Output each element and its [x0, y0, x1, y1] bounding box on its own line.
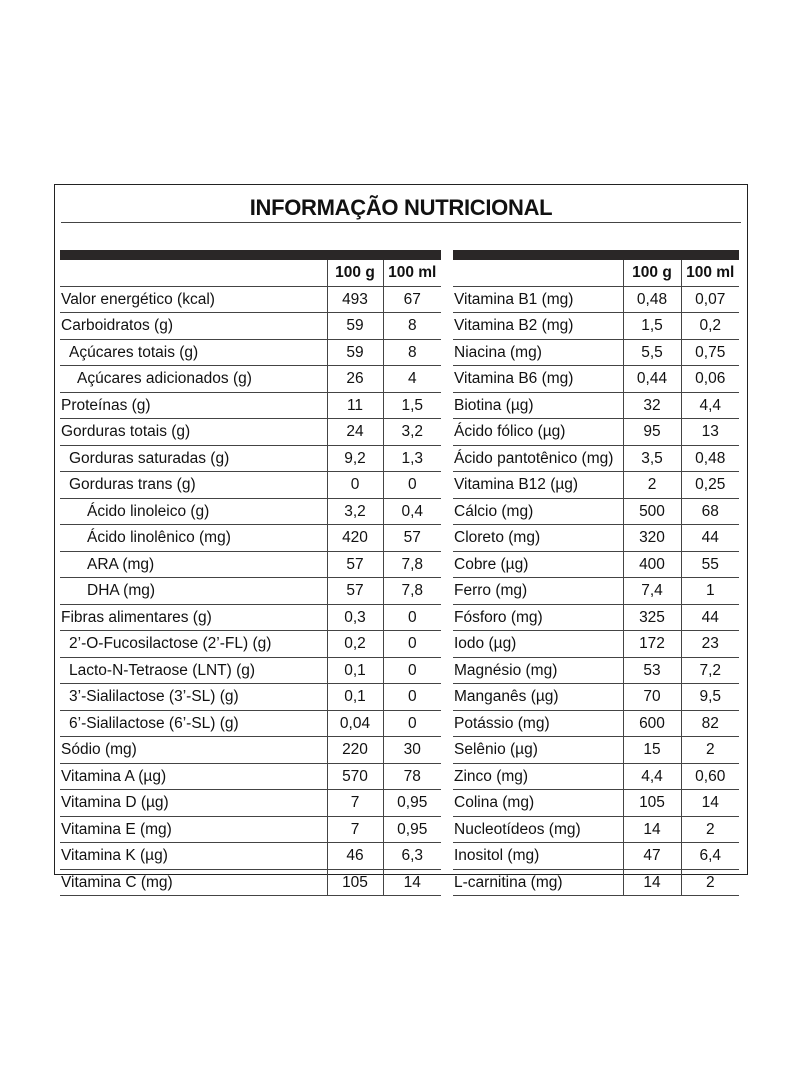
nutrient-name: Selênio (µg): [453, 737, 623, 764]
value-100ml: 14: [383, 869, 441, 896]
value-100ml: 57: [383, 525, 441, 552]
table-row: [60, 313, 441, 340]
value-100g: 420: [327, 525, 383, 552]
value-100ml: 1,5: [383, 392, 441, 419]
nutrient-name: Vitamina A (µg): [60, 763, 327, 790]
value-100ml: 14: [681, 790, 739, 817]
right-rows: [453, 286, 739, 896]
nutrient-name: Carboidratos (g): [60, 313, 327, 340]
nutrient-name: Sódio (mg): [60, 737, 327, 764]
value-100g: 0,1: [327, 684, 383, 711]
value-100g: 57: [327, 551, 383, 578]
value-100ml: 0,25: [681, 472, 739, 499]
nutrient-name: Vitamina B1 (mg): [453, 286, 623, 313]
value-100g: 7: [327, 816, 383, 843]
table-row: [60, 816, 441, 843]
value-100g: 7,4: [623, 578, 681, 605]
value-100ml: 13: [681, 419, 739, 446]
nutrient-name: Iodo (µg): [453, 631, 623, 658]
table-row: [453, 763, 739, 790]
value-100g: 57: [327, 578, 383, 605]
value-100ml: 44: [681, 525, 739, 552]
table-row: [60, 790, 441, 817]
table-row: [453, 816, 739, 843]
nutrient-name: Vitamina B6 (mg): [453, 366, 623, 393]
value-100ml: 0,95: [383, 816, 441, 843]
table-row: [453, 604, 739, 631]
value-100g: 32: [623, 392, 681, 419]
nutrient-name: 6’-Sialilactose (6’-SL) (g): [60, 710, 327, 737]
per-100g-header: 100 g: [327, 260, 383, 286]
table-row: [60, 286, 441, 313]
table-row: [60, 604, 441, 631]
value-100ml: 7,8: [383, 578, 441, 605]
nutrient-name: Ferro (mg): [453, 578, 623, 605]
table-row: [453, 684, 739, 711]
header-bar: [60, 250, 441, 260]
value-100ml: 0: [383, 604, 441, 631]
nutrient-name: Niacina (mg): [453, 339, 623, 366]
table-row: [60, 498, 441, 525]
nutrient-name: Fibras alimentares (g): [60, 604, 327, 631]
value-100g: 320: [623, 525, 681, 552]
value-100ml: 6,3: [383, 843, 441, 870]
nutrient-name: Ácido linolênico (mg): [60, 525, 327, 552]
header-row: [453, 260, 739, 286]
value-100ml: 0,06: [681, 366, 739, 393]
table-row: [453, 339, 739, 366]
nutrient-name: Açúcares adicionados (g): [60, 366, 327, 393]
nutrient-name: Nucleotídeos (mg): [453, 816, 623, 843]
table-row: [60, 684, 441, 711]
table-row: [453, 445, 739, 472]
table-row: [453, 631, 739, 658]
header-row: [60, 260, 441, 286]
table-row: [60, 419, 441, 446]
nutrient-name: Colina (mg): [453, 790, 623, 817]
value-100ml: 78: [383, 763, 441, 790]
value-100ml: 9,5: [681, 684, 739, 711]
nutrient-name: Lacto-N-Tetraose (LNT) (g): [60, 657, 327, 684]
nutrient-name: Potássio (mg): [453, 710, 623, 737]
table-row: [60, 551, 441, 578]
value-100g: 14: [623, 869, 681, 896]
value-100ml: 0,48: [681, 445, 739, 472]
title-divider: [61, 222, 741, 223]
table-row: [60, 339, 441, 366]
table-row: [60, 445, 441, 472]
value-100g: 26: [327, 366, 383, 393]
table-row: [453, 392, 739, 419]
nutrient-name: Ácido fólico (µg): [453, 419, 623, 446]
nutrition-table-left: [60, 250, 441, 896]
value-100ml: 2: [681, 869, 739, 896]
nutrient-name: Proteínas (g): [60, 392, 327, 419]
value-100ml: 55: [681, 551, 739, 578]
value-100g: 3,5: [623, 445, 681, 472]
nutrient-name: Vitamina B2 (mg): [453, 313, 623, 340]
value-100ml: 7,2: [681, 657, 739, 684]
table-row: [453, 419, 739, 446]
value-100ml: 67: [383, 286, 441, 313]
value-100ml: 4,4: [681, 392, 739, 419]
value-100g: 220: [327, 737, 383, 764]
value-100g: 2: [623, 472, 681, 499]
table-row: [453, 498, 739, 525]
nutrient-name: L-carnitina (mg): [453, 869, 623, 896]
value-100ml: 0: [383, 472, 441, 499]
table-row: [453, 313, 739, 340]
value-100ml: 44: [681, 604, 739, 631]
table-row: [60, 525, 441, 552]
value-100ml: 82: [681, 710, 739, 737]
table-row: [60, 472, 441, 499]
nutrient-header: [453, 260, 623, 286]
table-row: [453, 710, 739, 737]
per-100ml-header: 100 ml: [681, 260, 739, 286]
value-100g: 14: [623, 816, 681, 843]
value-100g: 500: [623, 498, 681, 525]
value-100g: 70: [623, 684, 681, 711]
nutrient-name: Biotina (µg): [453, 392, 623, 419]
value-100ml: 6,4: [681, 843, 739, 870]
nutrient-name: ARA (mg): [60, 551, 327, 578]
table-row: [453, 525, 739, 552]
value-100g: 5,5: [623, 339, 681, 366]
nutrient-name: Gorduras saturadas (g): [60, 445, 327, 472]
value-100ml: 0,4: [383, 498, 441, 525]
nutrient-name: Vitamina C (mg): [60, 869, 327, 896]
value-100g: 0,1: [327, 657, 383, 684]
value-100ml: 0: [383, 684, 441, 711]
nutrient-name: Cálcio (mg): [453, 498, 623, 525]
value-100ml: 0: [383, 710, 441, 737]
table-row: [453, 657, 739, 684]
value-100g: 0: [327, 472, 383, 499]
table-row: [453, 737, 739, 764]
table-row: [60, 657, 441, 684]
value-100g: 3,2: [327, 498, 383, 525]
value-100ml: 3,2: [383, 419, 441, 446]
value-100g: 105: [327, 869, 383, 896]
value-100ml: 7,8: [383, 551, 441, 578]
value-100g: 24: [327, 419, 383, 446]
nutrient-name: Vitamina K (µg): [60, 843, 327, 870]
table-row: [60, 366, 441, 393]
value-100ml: 2: [681, 737, 739, 764]
table-row: [60, 392, 441, 419]
value-100ml: 1: [681, 578, 739, 605]
nutrient-name: Vitamina E (mg): [60, 816, 327, 843]
value-100g: 172: [623, 631, 681, 658]
per-100ml-header: 100 ml: [383, 260, 441, 286]
nutrient-name: Vitamina D (µg): [60, 790, 327, 817]
value-100ml: 0,07: [681, 286, 739, 313]
header-bar: [453, 250, 739, 260]
nutrient-name: 3’-Sialilactose (3’-SL) (g): [60, 684, 327, 711]
value-100ml: 0: [383, 657, 441, 684]
value-100g: 0,48: [623, 286, 681, 313]
nutrient-name: Açúcares totais (g): [60, 339, 327, 366]
value-100g: 47: [623, 843, 681, 870]
table-row: [453, 551, 739, 578]
value-100g: 105: [623, 790, 681, 817]
value-100ml: 30: [383, 737, 441, 764]
nutrition-table-right: [453, 250, 739, 896]
value-100g: 600: [623, 710, 681, 737]
value-100g: 59: [327, 339, 383, 366]
value-100ml: 0,95: [383, 790, 441, 817]
value-100ml: 1,3: [383, 445, 441, 472]
value-100g: 7: [327, 790, 383, 817]
value-100g: 0,04: [327, 710, 383, 737]
value-100g: 0,44: [623, 366, 681, 393]
table-row: [60, 763, 441, 790]
value-100g: 0,3: [327, 604, 383, 631]
left-rows: [60, 286, 441, 896]
nutrient-name: Cloreto (mg): [453, 525, 623, 552]
value-100ml: 0,60: [681, 763, 739, 790]
value-100g: 325: [623, 604, 681, 631]
value-100ml: 68: [681, 498, 739, 525]
value-100g: 0,2: [327, 631, 383, 658]
value-100ml: 0,75: [681, 339, 739, 366]
table-row: [453, 366, 739, 393]
nutrient-name: Gorduras totais (g): [60, 419, 327, 446]
table-row: [453, 578, 739, 605]
table-row: [453, 790, 739, 817]
table-row: [453, 869, 739, 896]
nutrient-name: Ácido linoleico (g): [60, 498, 327, 525]
value-100g: 95: [623, 419, 681, 446]
nutrient-header: [60, 260, 327, 286]
nutrient-name: 2’-O-Fucosilactose (2’-FL) (g): [60, 631, 327, 658]
value-100ml: 4: [383, 366, 441, 393]
table-row: [453, 472, 739, 499]
value-100g: 400: [623, 551, 681, 578]
nutrient-name: Zinco (mg): [453, 763, 623, 790]
value-100g: 4,4: [623, 763, 681, 790]
nutrition-panel: [54, 184, 748, 891]
table-row: [60, 869, 441, 896]
panel-title: INFORMAÇÃO NUTRICIONAL: [249, 195, 553, 220]
table-row: [60, 631, 441, 658]
value-100g: 46: [327, 843, 383, 870]
value-100g: 11: [327, 392, 383, 419]
nutrient-name: Cobre (µg): [453, 551, 623, 578]
value-100g: 493: [327, 286, 383, 313]
value-100g: 1,5: [623, 313, 681, 340]
table-row: [453, 843, 739, 870]
table-row: [60, 843, 441, 870]
nutrient-name: Manganês (µg): [453, 684, 623, 711]
nutrient-name: Valor energético (kcal): [60, 286, 327, 313]
value-100ml: 8: [383, 339, 441, 366]
table-row: [453, 286, 739, 313]
value-100ml: 0: [383, 631, 441, 658]
table-row: [60, 578, 441, 605]
table-row: [60, 737, 441, 764]
nutrient-name: DHA (mg): [60, 578, 327, 605]
value-100g: 53: [623, 657, 681, 684]
value-100g: 15: [623, 737, 681, 764]
value-100g: 570: [327, 763, 383, 790]
nutrient-name: Gorduras trans (g): [60, 472, 327, 499]
nutrient-name: Fósforo (mg): [453, 604, 623, 631]
per-100g-header: 100 g: [623, 260, 681, 286]
value-100ml: 0,2: [681, 313, 739, 340]
value-100ml: 23: [681, 631, 739, 658]
value-100g: 9,2: [327, 445, 383, 472]
value-100ml: 8: [383, 313, 441, 340]
value-100g: 59: [327, 313, 383, 340]
nutrient-name: Inositol (mg): [453, 843, 623, 870]
table-row: [60, 710, 441, 737]
nutrient-name: Magnésio (mg): [453, 657, 623, 684]
nutrient-name: Ácido pantotênico (mg): [453, 445, 623, 472]
nutrient-name: Vitamina B12 (µg): [453, 472, 623, 499]
value-100ml: 2: [681, 816, 739, 843]
